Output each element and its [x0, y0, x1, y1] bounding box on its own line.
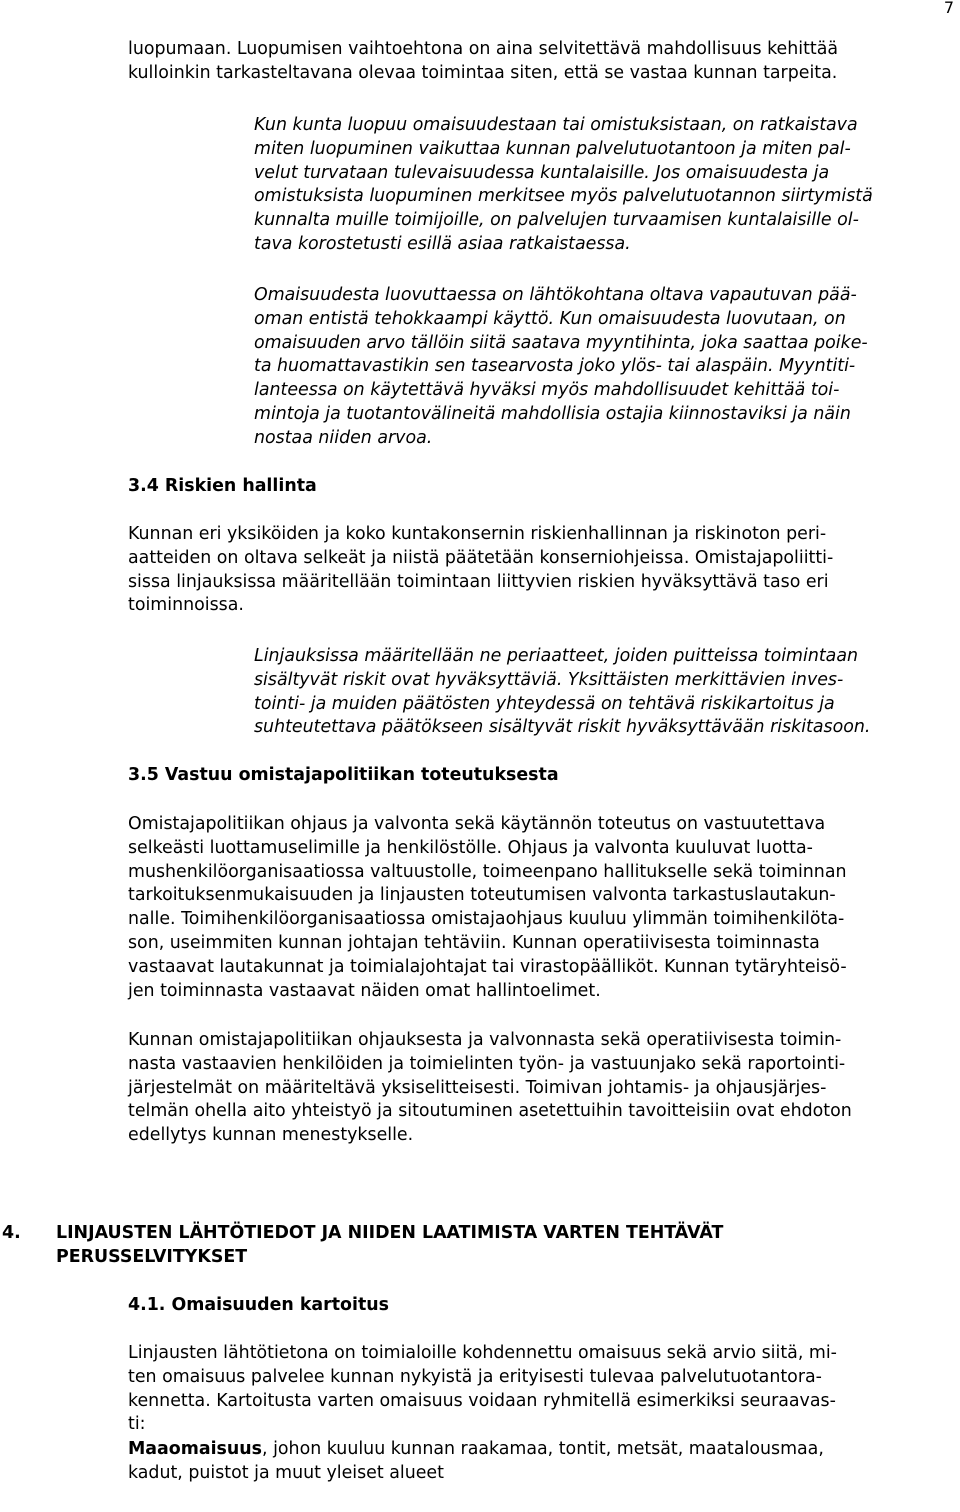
text-line: son, useimmiten kunnan johtajan tehtäviin. Kunnan operatiivisesta toiminnasta — [128, 932, 820, 953]
text-line: Linjauksissa määritellään ne periaatteet, joiden puitteissa toimintaan — [254, 646, 858, 666]
text-line: sisältyvät riskit ovat hyväksyttäviä. Yksittäisten merkittävien inves- — [254, 669, 844, 690]
text-line: Linjausten lähtötietona on toimialoille kohdennettu omaisuus sekä arvio siitä, mi- — [128, 1343, 837, 1363]
text-line: kennetta. Kartoitusta varten omaisuus voidaan ryhmitellä esimerkiksi seuraavas- — [128, 1390, 836, 1411]
section-heading-3-4: 3.4 Riskien hallinta — [128, 476, 317, 496]
text-line: omaisuuden arvo tällöin siitä saatava myyntihinta, joka saattaa poike- — [254, 332, 868, 353]
text-line: jen toiminnasta vastaavat näiden omat hallintoelimet. — [128, 980, 601, 1001]
text-line: miten luopuminen vaikuttaa kunnan palvelutuotantoon ja miten pal- — [254, 138, 851, 159]
text-line: ten omaisuus palvelee kunnan nykyistä ja erityisesti tulevaa palvelutuotantora- — [128, 1366, 822, 1387]
text-line: toiminnoissa. — [128, 595, 244, 616]
policy-statement-divestment — [254, 114, 954, 257]
text-line: kadut, puistot ja muut yleiset alueet — [128, 1462, 444, 1483]
section-3-4-paragraph — [128, 523, 948, 618]
text-line: mushenkilöorganisaatiossa valtuustolle, toimeenpano hallitukselle sekä toiminnan — [128, 861, 847, 882]
text-line: sissa linjauksissa määritellään toimintaan liittyvien riskien hyväksyttävä taso eri — [128, 571, 829, 592]
text-line: telmän ohella aito yhteistyö ja sitoutuminen asetettuihin tavoitteisiin ovat ehdoton — [128, 1101, 852, 1122]
section-3-5-paragraph-1 — [128, 813, 948, 1003]
text-line: omistuksista luopuminen merkitsee myös palvelutuotannon siirtymistä — [254, 186, 873, 207]
text-line: Omistajapolitiikan ohjaus ja valvonta sekä käytännön toteutus on vastuutettava — [128, 814, 826, 834]
policy-statement-risk — [254, 645, 954, 740]
text-line: tointi- ja muiden päätösten yhteydessä on tehtävä riskikartoitus ja — [254, 693, 835, 714]
text-line: Kunnan eri yksiköiden ja koko kuntakonsernin riskienhallinnan ja riskinoton peri- — [128, 524, 827, 544]
text-line: ti: — [128, 1414, 146, 1435]
section-4-1-paragraph — [128, 1342, 948, 1437]
text-line: velut turvataan tulevaisuudessa kuntalaisille. Jos omaisuudesta ja — [254, 162, 830, 183]
page-number: 7 — [943, 0, 954, 17]
text-line: tava korostetusti esillä asiaa ratkaistaessa. — [254, 233, 631, 254]
text-line: luopumaan. Luopumisen vaihtoehtona on aina selvitettävä mahdollisuus kehittää — [128, 39, 839, 59]
text-line: nalle. Toimihenkilöorganisaatiossa omistajaohjaus kuuluu ylimmän toimihenkilöta- — [128, 909, 845, 930]
text-line: edellytys kunnan menestykselle. — [128, 1125, 414, 1146]
text-line: suhteutettava päätökseen sisältyvät riskit hyväksyttävään riskitasoon. — [254, 717, 871, 738]
section-heading-4-1: 4.1. Omaisuuden kartoitus — [128, 1295, 390, 1315]
chapter-title — [56, 1222, 723, 1270]
text-line: Kunnan omistajapolitiikan ohjauksesta ja valvonnasta sekä operatiivisesta toimin- — [128, 1030, 842, 1050]
text-line: nasta vastaavien henkilöiden ja toimielinten työn- ja vastuunjako sekä raportointi- — [128, 1053, 846, 1074]
asset-category-term: Maaomaisuus — [128, 1439, 263, 1459]
text-line: LINJAUSTEN LÄHTÖTIEDOT JA NIIDEN LAATIMISTA VARTEN TEHTÄVÄT — [56, 1223, 724, 1243]
intro-paragraph — [128, 38, 948, 86]
text-line: lanteessa on käytettävä hyväksi myös mahdollisuudet kehittää toi- — [254, 380, 840, 401]
text-line: Kun kunta luopuu omaisuudestaan tai omistuksistaan, on ratkaistava — [254, 115, 858, 135]
section-3-5-paragraph-2 — [128, 1029, 948, 1148]
text-line: oman entistä tehokkaampi käyttö. Kun omaisuudesta luovutaan, on — [254, 308, 846, 329]
chapter-number: 4. — [2, 1223, 21, 1243]
text-line: järjestelmät on määriteltävä yksiselitteisesti. Toimivan johtamis- ja ohjausjärjes- — [128, 1077, 827, 1098]
text-line: kulloinkin tarkasteltavana olevaa toimintaa siten, että se vastaa kunnan tarpeita. — [128, 62, 838, 83]
text-line: vastaavat lautakunnat ja toimialajohtajat tai virastopäälliköt. Kunnan tytäryhteisö- — [128, 956, 847, 977]
text-line — [128, 1438, 948, 1462]
text-line: Omaisuudesta luovuttaessa on lähtökohtana oltava vapautuvan pää- — [254, 285, 857, 305]
asset-category-description: , johon kuuluu kunnan raakamaa, tontit, metsät, maatalousmaa, — [262, 1439, 824, 1459]
text-line: nostaa niiden arvoa. — [254, 427, 433, 448]
text-line: selkeästi luottamuselimille ja henkilöstölle. Ohjaus ja valvonta kuuluvat luotta- — [128, 837, 813, 858]
text-line: aatteiden on oltava selkeät ja niistä päätetään konserniohjeissa. Omistajapoliitti- — [128, 547, 834, 568]
text-line: mintoja ja tuotantovälineitä mahdollisia ostajia kiinnostaviksi ja näin — [254, 403, 851, 424]
text-line: PERUSSELVITYKSET — [56, 1246, 248, 1267]
asset-category-item — [128, 1438, 948, 1486]
text-line: kunnalta muille toimijoille, on palvelujen turvaamisen kuntalaisille ol- — [254, 210, 859, 231]
section-heading-3-5: 3.5 Vastuu omistajapolitiikan toteutuksesta — [128, 765, 559, 785]
text-line: tarkoituksenmukaisuuden ja linjausten toteutumisen valvonta tarkastuslautakun- — [128, 885, 836, 906]
text-line: ta huomattavastikin sen tasearvosta joko ylös- tai alaspäin. Myyntiti- — [254, 356, 856, 377]
policy-statement-asset-sale — [254, 284, 954, 451]
